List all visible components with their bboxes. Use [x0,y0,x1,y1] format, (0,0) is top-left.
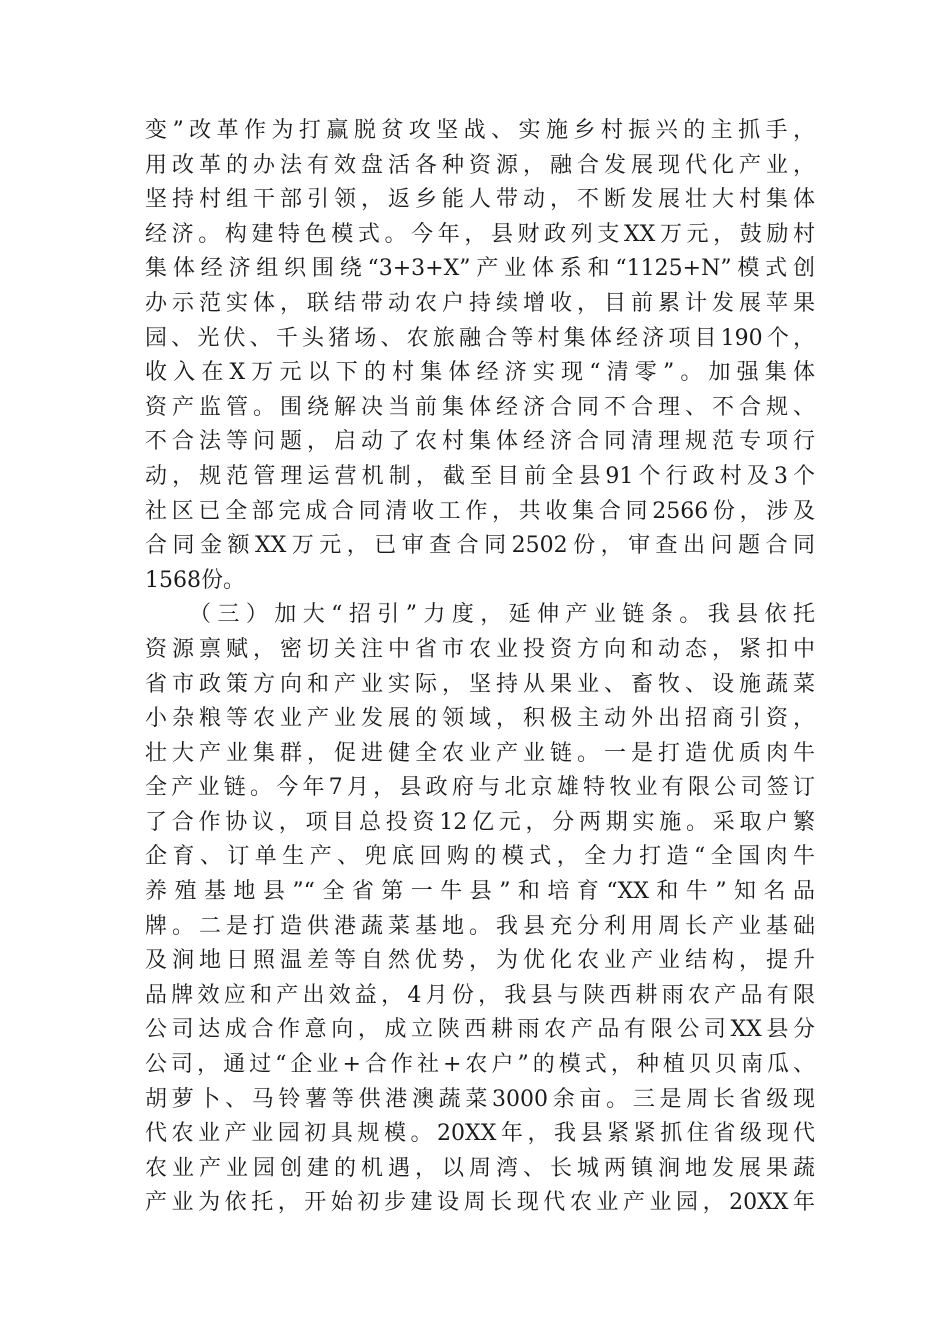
text-line: 公司达成合作意向，成立陕西耕雨农产品有限公司XX县分 [145,1017,815,1043]
text-line: 及涧地日照温差等自然优势，为优化农业产业结构，提升 [145,948,815,974]
text-line: 坚持村组干部引领，返乡能人带动，不断发展壮大村集体 [145,187,815,213]
text-line: 养殖基地县”“全省第一牛县”和培育“XX和牛”知名品 [145,879,815,905]
text-line: 代农业产业园初具规模。20XX年，我县紧紧抓住省级现代 [145,1121,815,1147]
text-line: 企育、订单生产、兜底回购的模式，全力打造“全国肉牛 [145,844,815,870]
text-line: 经济。构建特色模式。今年，县财政列支XX万元，鼓励村 [145,221,815,247]
text-line: 集体经济组织围绕“3+3+X”产业体系和“1125+N”模式创 [145,256,815,282]
text-line: 不合法等问题，启动了农村集体经济合同清理规范专项行 [145,429,815,455]
text-line: 公司，通过“企业+合作社+农户”的模式，种植贝贝南瓜、 [145,1052,815,1078]
document-body [145,114,815,1221]
paragraph-collective-economy [145,114,815,598]
text-line: 省市政策方向和产业实际，坚持从果业、畜牧、设施蔬菜 [145,671,815,697]
text-line: 1568份。 [145,567,245,593]
text-line: 社区已全部完成合同清收工作，共收集合同2566份，涉及 [145,498,815,524]
text-line: 品牌效应和产出效益，4月份，我县与陕西耕雨农产品有限 [145,982,815,1008]
section-heading-line: （三）加大“招引”力度，延伸产业链条。我县依托 [189,602,815,628]
text-line: 收入在X万元以下的村集体经济实现“清零”。加强集体 [145,360,815,386]
text-line: 用改革的办法有效盘活各种资源，融合发展现代化产业， [145,152,815,178]
text-line: 牌。二是打造供港蔬菜基地。我县充分利用周长产业基础 [145,913,815,939]
paragraph-investment-attraction [145,598,815,1221]
text-line: 变”改革作为打赢脱贫攻坚战、实施乡村振兴的主抓手， [145,118,815,143]
text-line: 壮大产业集群，促进健全农业产业链。一是打造优质肉牛 [145,740,815,766]
text-line: 合同金额XX万元，已审查合同2502份，审查出问题合同 [145,533,815,559]
text-line: 园、光伏、千头猪场、农旅融合等村集体经济项目190个， [145,325,815,351]
text-line: 办示范实体，联结带动农户持续增收，目前累计发展苹果 [145,290,815,316]
text-line: 资产监管。围绕解决当前集体经济合同不合理、不合规、 [145,394,815,420]
text-line: 资源禀赋，密切关注中省市农业投资方向和动态，紧扣中 [145,636,815,662]
text-line: 胡萝卜、马铃薯等供港澳蔬菜3000余亩。三是周长省级现 [145,1086,815,1112]
text-line: 全产业链。今年7月，县政府与北京雄特牧业有限公司签订 [145,775,815,801]
text-line: 了合作协议，项目总投资12亿元，分两期实施。采取户繁 [145,809,815,835]
text-line: 产业为依托，开始初步建设周长现代农业产业园，20XX年 [145,1190,815,1216]
text-line: 农业产业园创建的机遇，以周湾、长城两镇涧地发展果蔬 [145,1155,815,1181]
text-line: 小杂粮等农业产业发展的领域，积极主动外出招商引资， [145,706,815,732]
text-line: 动，规范管理运营机制，截至目前全县91个行政村及3个 [145,463,815,489]
